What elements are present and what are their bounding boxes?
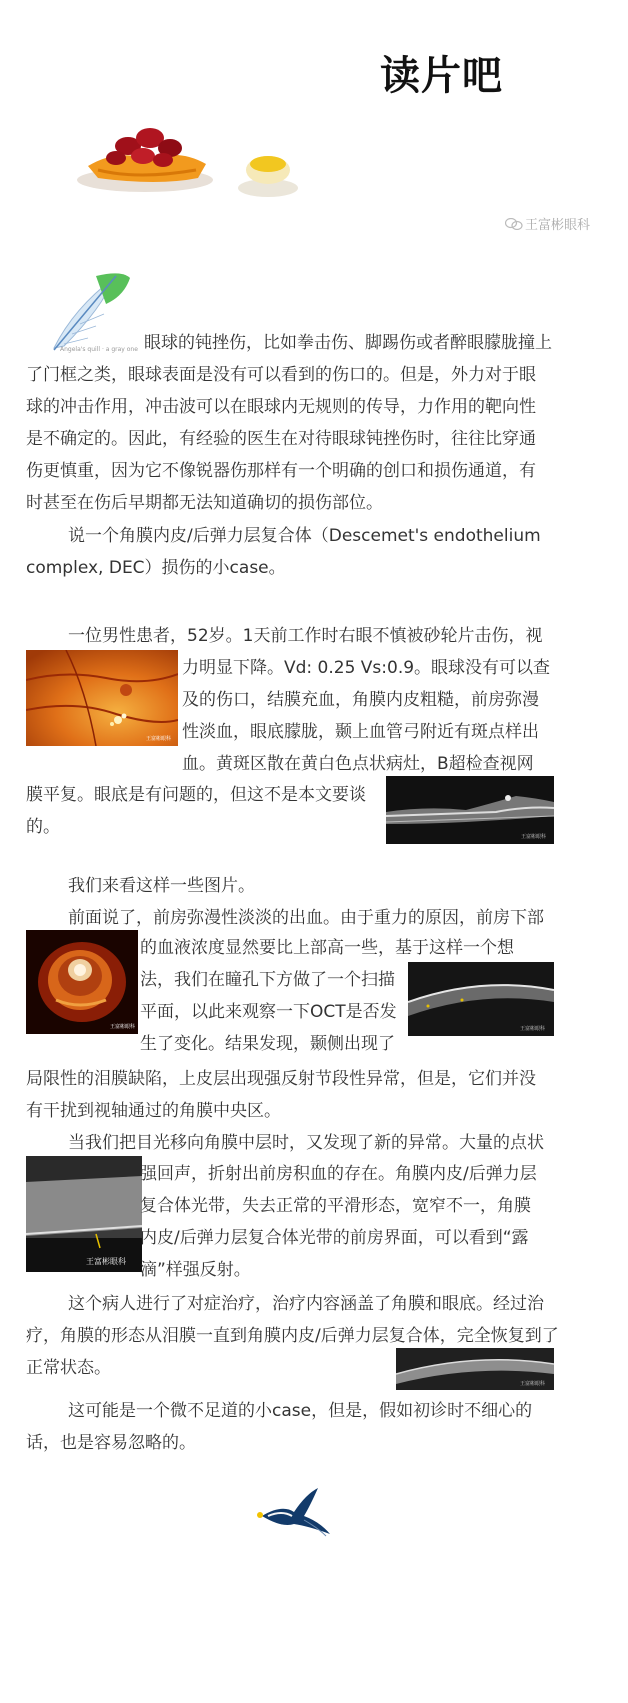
ending-paragraph bbox=[26, 1395, 604, 1459]
treatment-line: 疗，角膜的形态从泪膜一直到角膜内皮/后弹力层复合体，完全恢复到了 bbox=[26, 1326, 559, 1346]
cornea-oct-scan-3 bbox=[396, 1348, 554, 1390]
case-line: 的。 bbox=[26, 817, 60, 837]
case-line: 血。黄斑区散在黄白色点状病灶，B超检查视网 bbox=[182, 754, 534, 774]
intro-line: 伤更慎重，因为它不像锐器伤那样有一个明确的创口和损伤通道，有 bbox=[26, 461, 536, 481]
images-tail-text bbox=[26, 1063, 536, 1127]
feather-caption: Angela's quill · a gray one bbox=[60, 346, 138, 353]
images-line: 法，我们在瞳孔下方做了一个扫描 bbox=[140, 970, 395, 990]
cornea-oct-image-1 bbox=[408, 962, 554, 1036]
images-line: 局限性的泪膜缺陷，上皮层出现强反射节段性异常，但是，它们并没 bbox=[26, 1069, 536, 1089]
images-line: 有干扰到视轴通过的角膜中央区。 bbox=[26, 1101, 281, 1121]
intro-line: 球的冲击作用，冲击波可以在眼球内无规则的传导，力作用的靶向性 bbox=[26, 397, 536, 417]
watermark-text: 王富彬眼科 bbox=[524, 218, 590, 233]
eye-photo bbox=[26, 930, 138, 1034]
dec-paragraph bbox=[26, 520, 604, 584]
mid-line: 复合体光带，失去正常的平滑形态，宽窄不一，角膜 bbox=[140, 1196, 531, 1216]
dec-line: complex, DEC）损伤的小case。 bbox=[26, 558, 286, 578]
mid-line: 滴”样强反射。 bbox=[140, 1260, 251, 1280]
mid-line: 内皮/后弹力层复合体光带的前房界面，可以看到“露 bbox=[140, 1228, 529, 1248]
ending-line: 话，也是容易忽略的。 bbox=[26, 1433, 196, 1453]
fundus-watermark: 王富彬眼科 bbox=[146, 736, 172, 742]
dec-line: 说一个角膜内皮/后弹力层复合体（Descemet's endothelium bbox=[68, 526, 541, 546]
case-paragraph-line1 bbox=[26, 620, 604, 652]
cornea-oct-watermark-3: 王富彬眼科 bbox=[520, 1381, 546, 1387]
intro-line: 是不确定的。因此，有经验的医生在对待眼球钝挫伤时，往往比穿通 bbox=[26, 429, 536, 449]
intro-paragraph bbox=[26, 327, 604, 519]
mid-paragraph bbox=[26, 1127, 604, 1159]
intro-line: 时甚至在伤后早期都无法知道确切的损伤部位。 bbox=[26, 493, 383, 513]
cornea-oct-scan-2 bbox=[26, 1156, 142, 1272]
fundus-image bbox=[26, 650, 178, 746]
ending-line: 这可能是一个微不足道的小case，但是，假如初诊时不细心的 bbox=[68, 1401, 533, 1421]
images-line: 我们来看这样一些图片。 bbox=[68, 876, 255, 896]
case-line: 膜平复。眼底是有问题的，但这不是本文要谈 bbox=[26, 785, 366, 805]
eye-image bbox=[26, 930, 138, 1034]
wechat-icon bbox=[505, 218, 523, 230]
page-title: 读片吧 bbox=[380, 53, 503, 99]
swallow-icon bbox=[248, 1484, 332, 1542]
swallow-decoration bbox=[248, 1484, 332, 1542]
fundus-photo bbox=[26, 650, 178, 746]
images-line: 前面说了，前房弥漫性淡淡的出血。由于重力的原因，前房下部 bbox=[68, 908, 544, 928]
images-line: 的血液浓度显然要比上部高一些，基于这样一个想 bbox=[140, 938, 514, 958]
retina-oct-scan bbox=[386, 776, 554, 844]
images-line: 平面，以此来观察一下OCT是否发 bbox=[140, 1002, 397, 1022]
mid-line: 当我们把目光移向角膜中层时，又发现了新的异常。大量的点状 bbox=[68, 1133, 544, 1153]
cornea-oct-watermark-2: 王富彬眼科 bbox=[86, 1257, 126, 1266]
cornea-oct-image-3 bbox=[396, 1348, 554, 1390]
retina-oct-image bbox=[386, 776, 554, 844]
intro-line: 了门框之类，眼球表面是没有可以看到的伤口的。但是，外力对于眼 bbox=[26, 365, 536, 385]
treatment-line: 这个病人进行了对症治疗，治疗内容涵盖了角膜和眼底。经过治 bbox=[68, 1294, 544, 1314]
case-line: 力明显下降。Vd: 0.25 Vs:0.9。眼球没有可以查 bbox=[182, 658, 551, 678]
intro-line: 眼球的钝挫伤，比如拳击伤、脚踢伤或者醉眼朦胧撞上 bbox=[144, 333, 552, 353]
cornea-oct-image-2 bbox=[26, 1156, 142, 1272]
case-float-text bbox=[182, 652, 550, 780]
case-line: 及的伤口，结膜充血，角膜内皮粗糙，前房弥漫 bbox=[182, 690, 539, 710]
images-line: 生了变化。结果发现，颞侧出现了 bbox=[140, 1034, 395, 1054]
cornea-oct-watermark-1: 王富彬眼科 bbox=[520, 1026, 546, 1032]
treatment-line: 正常状态。 bbox=[26, 1358, 111, 1378]
watermark bbox=[505, 214, 590, 233]
case-line: 性淡血，眼底朦胧，颞上血管弓附近有斑点样出 bbox=[182, 722, 539, 742]
case-line: 一位男性患者，52岁。1天前工作时右眼不慎被砂轮片击伤，视 bbox=[68, 626, 543, 646]
images-paragraph bbox=[26, 870, 604, 934]
mid-line: 强回声，折射出前房积血的存在。角膜内皮/后弹力层 bbox=[140, 1164, 537, 1184]
eye-watermark: 王富彬眼科 bbox=[110, 1024, 136, 1030]
cornea-oct-scan-1 bbox=[408, 962, 554, 1036]
mid-float-text bbox=[140, 1158, 537, 1286]
retina-oct-watermark: 王富彬眼科 bbox=[521, 834, 547, 840]
case-tail-text bbox=[26, 779, 366, 843]
